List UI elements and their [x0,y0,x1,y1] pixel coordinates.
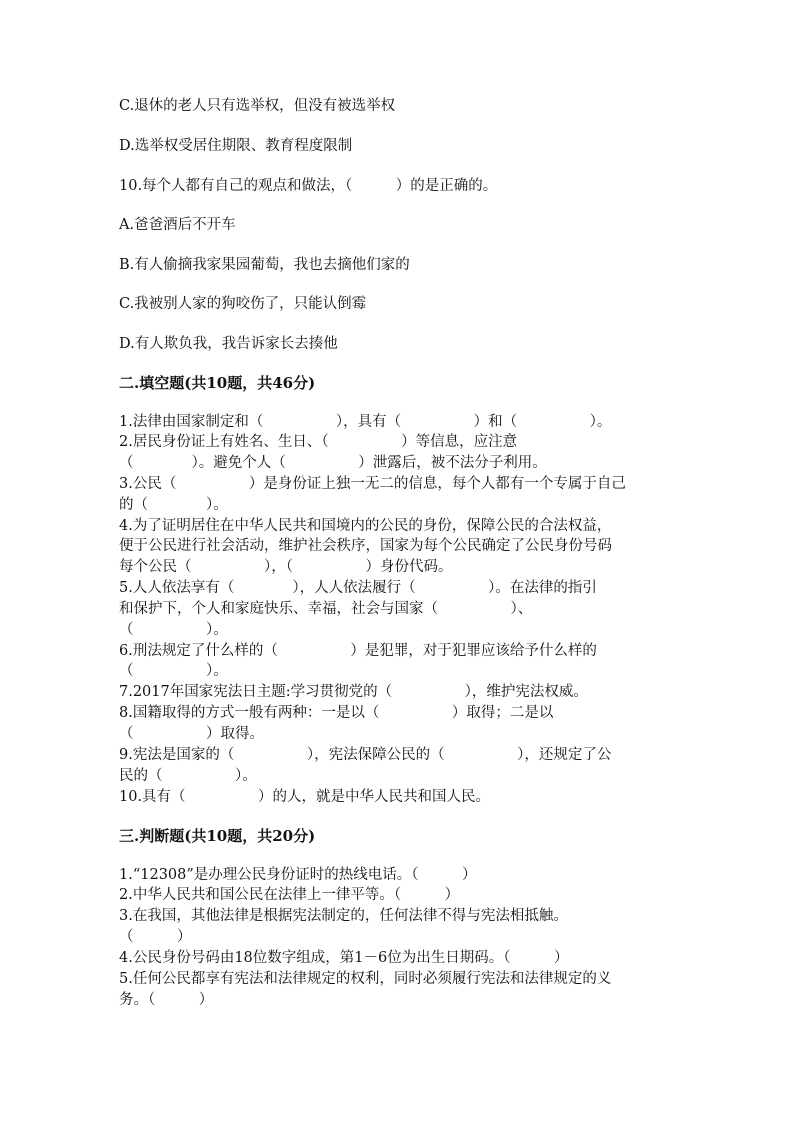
fill-line: 便于公民进行社会活动，维护社会秩序，国家为每个公民确定了公民身份号码 [119,538,612,554]
option-line: A.爸爸酒后不开车 [119,217,236,233]
judge-line: 2.中华人民共和国公民在法律上一律平等。（ ） [119,887,460,903]
judge-line: 1.“12308”是办理公民身份证时的热线电话。（ ） [119,867,477,883]
question-line: 10.每个人都有自己的观点和做法，（ ）的是正确的。 [119,178,498,194]
fill-line: 和保护下，个人和家庭快乐、幸福，社会与国家（ ）、 [119,601,533,617]
fill-line: 3.公民（ ）是身份证上独一无二的信息，每个人都有一个专属于自己 [119,476,626,492]
option-line: C.退休的老人只有选举权，但没有被选举权 [119,98,396,114]
fill-line: 7.2017年国家宪法日主题:学习贯彻党的（ ），维护宪法权威。 [119,684,588,700]
fill-line: 4.为了证明居住在中华人民共和国境内的公民的身份，保障公民的合法权益， [119,518,612,534]
fill-line: （ ）。避免个人（ ）泄露后，被不法分子利用。 [119,455,547,471]
option-line: C.我被别人家的狗咬伤了，只能认倒霉 [119,296,367,312]
fill-line: 民的（ ）。 [119,768,257,784]
judge-line: 务。（ ） [119,992,214,1008]
judge-line: 4.公民身份号码由18位数字组成，第1－6位为出生日期码。（ ） [119,950,569,966]
fill-line: 10.具有（ ）的人，就是中华人民共和国人民。 [119,789,491,805]
fill-line: （ ）。 [119,663,228,679]
judge-line: 3.在我国，其他法律是根据宪法制定的，任何法律不得与宪法相抵触。 [119,908,568,924]
fill-line: 的（ ）。 [119,497,228,513]
section-heading-fill: 二.填空题(共10题，共46分) [119,374,316,392]
fill-line: （ ）。 [119,622,228,638]
option-line: D.选举权受居住期限、教育程度限制 [119,138,353,154]
fill-line: 9.宪法是国家的（ ），宪法保障公民的（ ），还规定了公 [119,747,612,763]
fill-line: 每个公民（ ），（ ）身份代码。 [119,559,453,575]
judge-line: 5.任何公民都享有宪法和法律规定的权利，同时必须履行宪法和法律规定的义 [119,971,612,987]
fill-line: 1.法律由国家制定和（ ），具有（ ）和（ ）。 [119,414,612,430]
fill-line: 2.居民身份证上有姓名、生日、（ ）等信息，应注意 [119,434,518,450]
fill-line: 5.人人依法享有（ ），人人依法履行（ ）。在法律的指引 [119,580,597,596]
section-heading-judge: 三.判断题(共10题，共20分) [119,827,316,845]
option-line: D.有人欺负我，我告诉家长去揍他 [119,336,338,352]
option-line: B.有人偷摘我家果园葡萄，我也去摘他们家的 [119,257,410,273]
fill-line: （ ）取得。 [119,726,264,742]
fill-line: 6.刑法规定了什么样的（ ）是犯罪，对于犯罪应该给予什么样的 [119,643,597,659]
judge-line: （ ） [119,929,192,945]
fill-line: 8.国籍取得的方式一般有两种：一是以（ ）取得；二是以 [119,705,554,721]
